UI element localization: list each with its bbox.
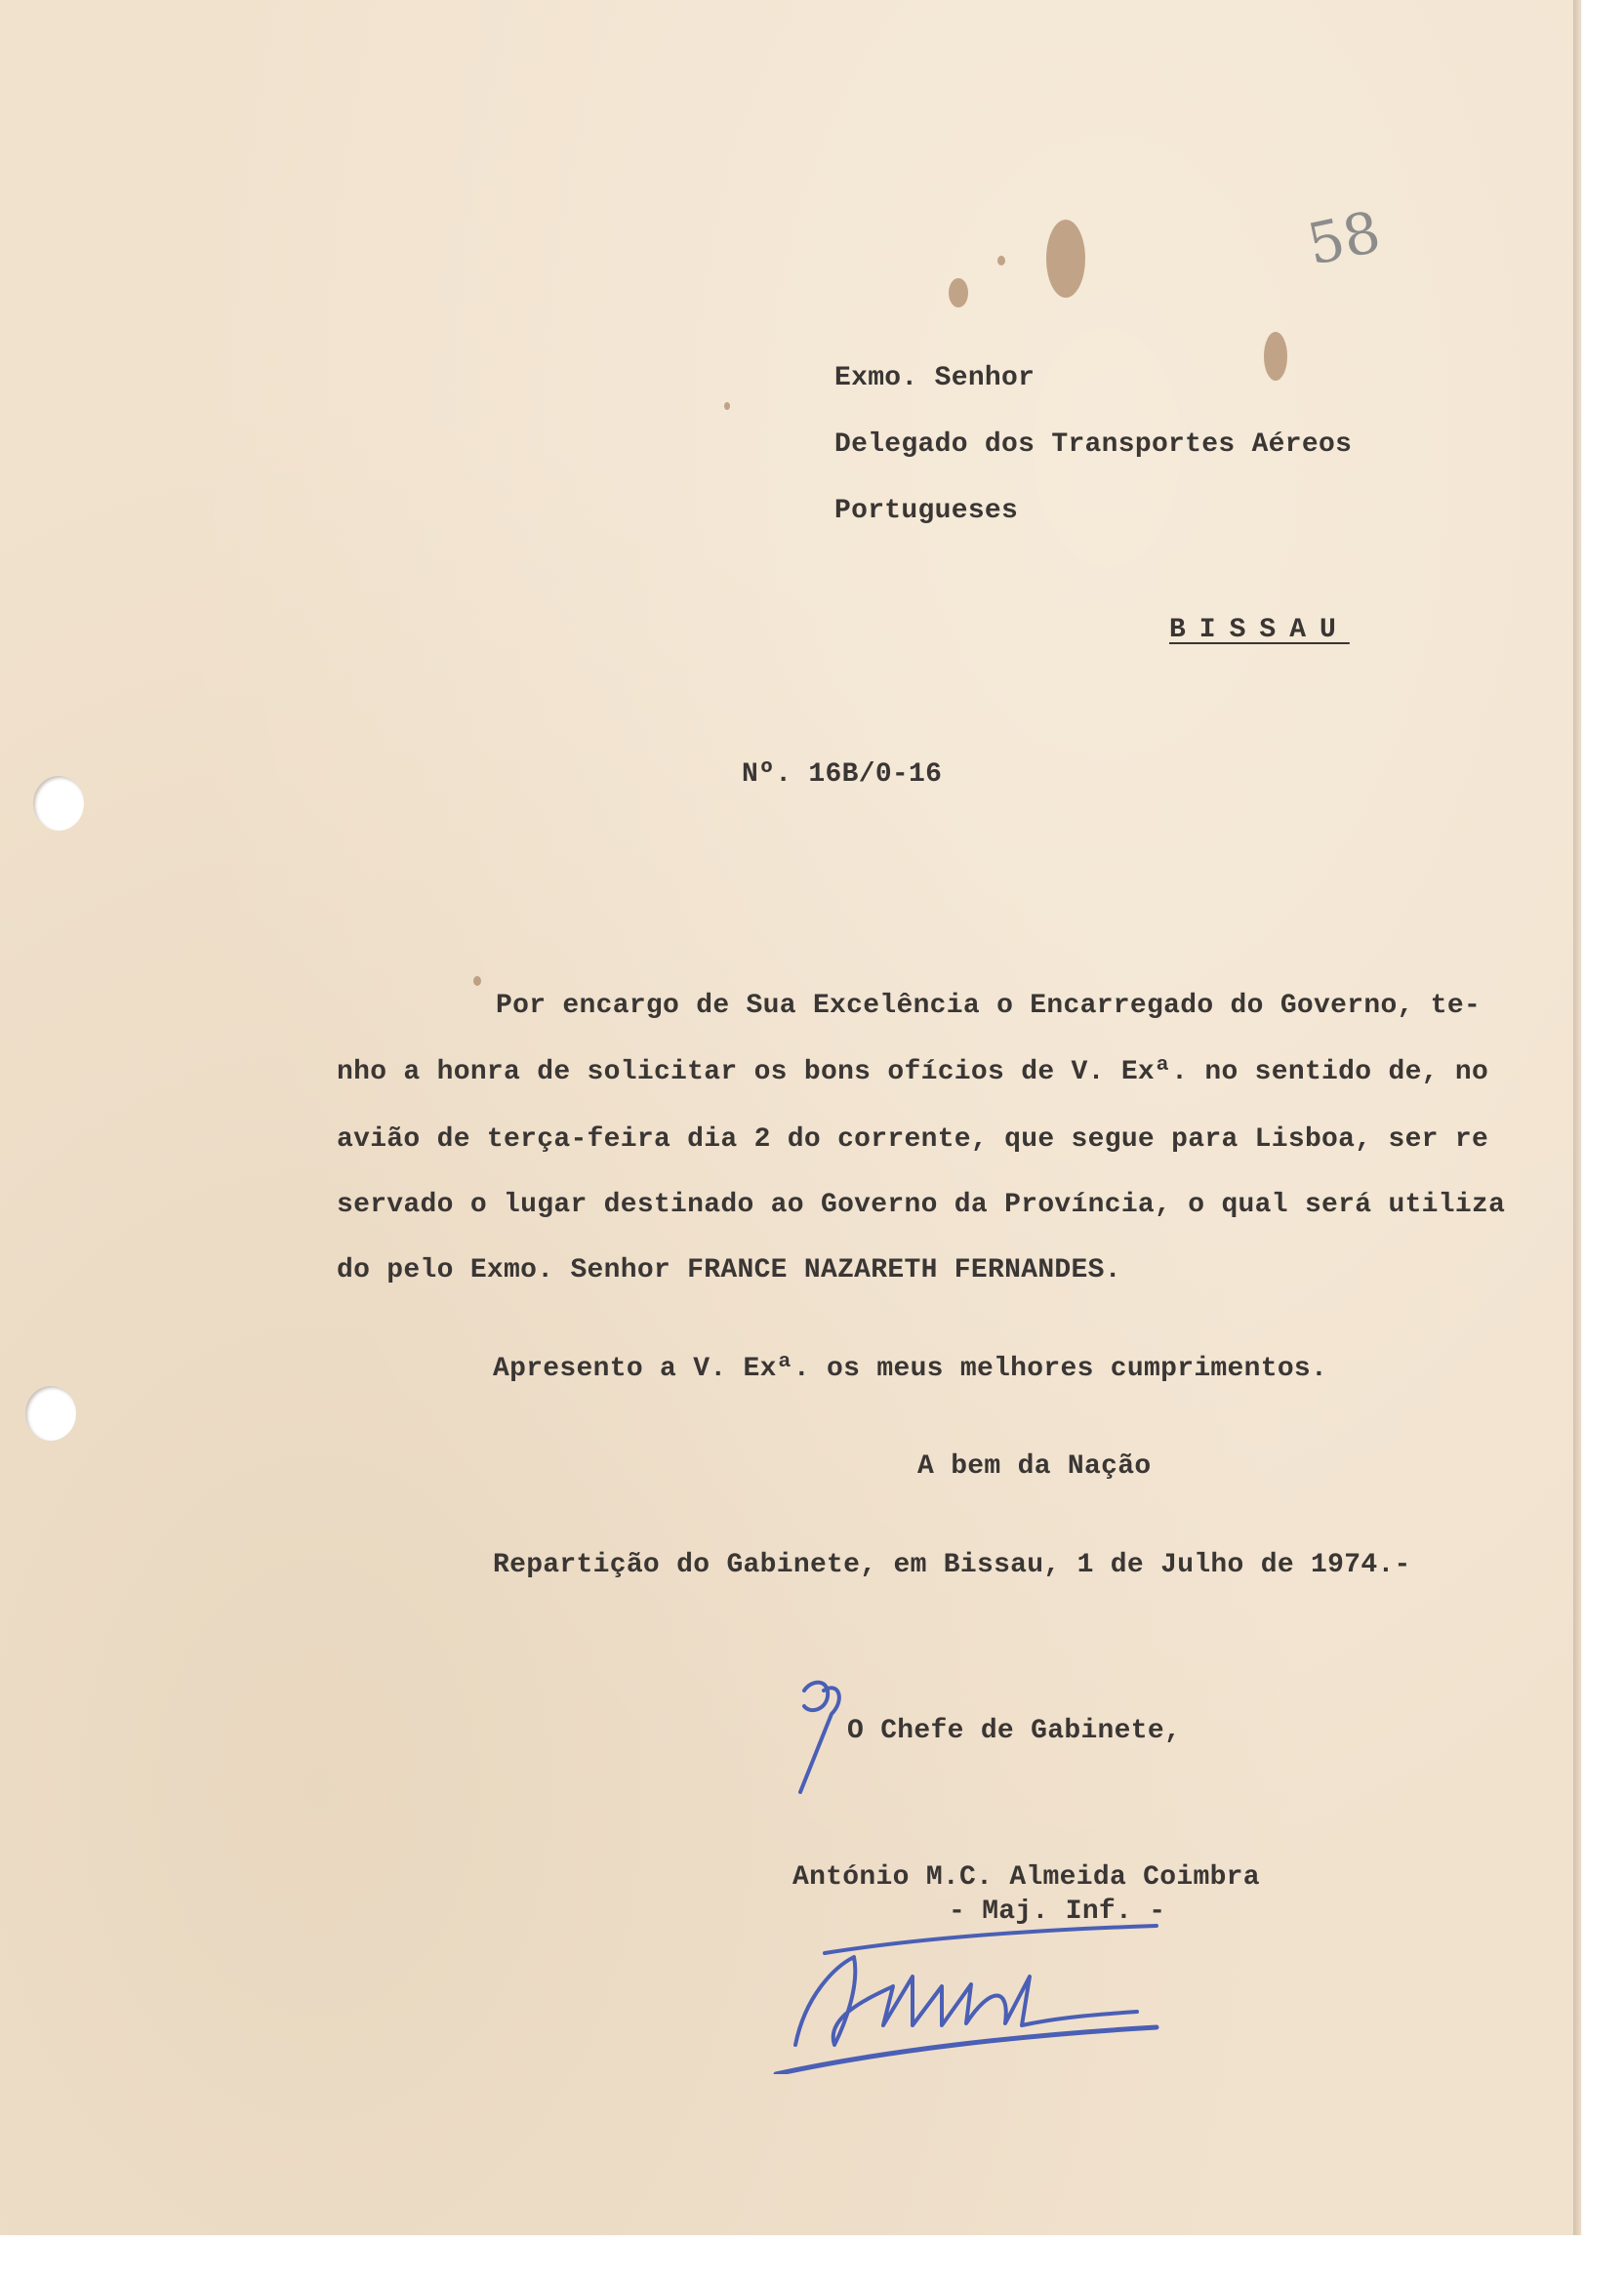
addressee-title-line2: Portugueses	[834, 496, 1019, 526]
foxing-spot	[1046, 220, 1085, 298]
foxing-spot	[724, 402, 730, 410]
foxing-spot	[949, 278, 968, 307]
addressee-salutation: Exmo. Senhor	[834, 363, 1035, 393]
foxing-spot	[997, 256, 1005, 265]
initials-mark	[783, 1671, 851, 1798]
closing-line: Apresento a V. Exª. os meus melhores cumprimentos.	[493, 1354, 1328, 1384]
foxing-spot	[473, 976, 481, 986]
body-line-4: servado o lugar destinado ao Governo da Província, o qual será utiliza	[337, 1190, 1506, 1220]
handwritten-signature	[766, 1918, 1176, 2074]
body-line-5: do pelo Exmo. Senhor FRANCE NAZARETH FERNANDES.	[337, 1255, 1121, 1285]
motto: A bem da Nação	[917, 1451, 1152, 1482]
place-and-date: Repartição do Gabinete, em Bissau, 1 de Julho de 1974.-	[493, 1550, 1411, 1580]
body-line-1: Por encargo de Sua Excelência o Encarregado do Governo, te-	[496, 991, 1482, 1021]
body-line-2: nho a honra de solicitar os bons ofícios de V. Exª. no sentido de, no	[337, 1057, 1489, 1087]
signatory-rank: - Maj. Inf. -	[949, 1897, 1166, 1927]
archive-page-number: 58	[1301, 198, 1387, 278]
foxing-spot	[1264, 332, 1287, 381]
punch-hole-upper	[33, 776, 84, 831]
punch-hole-lower	[25, 1386, 76, 1441]
signatory-role: O Chefe de Gabinete,	[847, 1716, 1182, 1746]
page-edge-shadow	[1573, 0, 1583, 2235]
signatory-name: António M.C. Almeida Coimbra	[792, 1862, 1260, 1893]
body-line-3: avião de terça-feira dia 2 do corrente, que segue para Lisboa, ser re	[337, 1124, 1489, 1155]
addressee-city: BISSAU	[1169, 615, 1350, 645]
reference-number: Nº. 16B/0-16	[742, 759, 943, 790]
addressee-title-line1: Delegado dos Transportes Aéreos	[834, 429, 1353, 460]
